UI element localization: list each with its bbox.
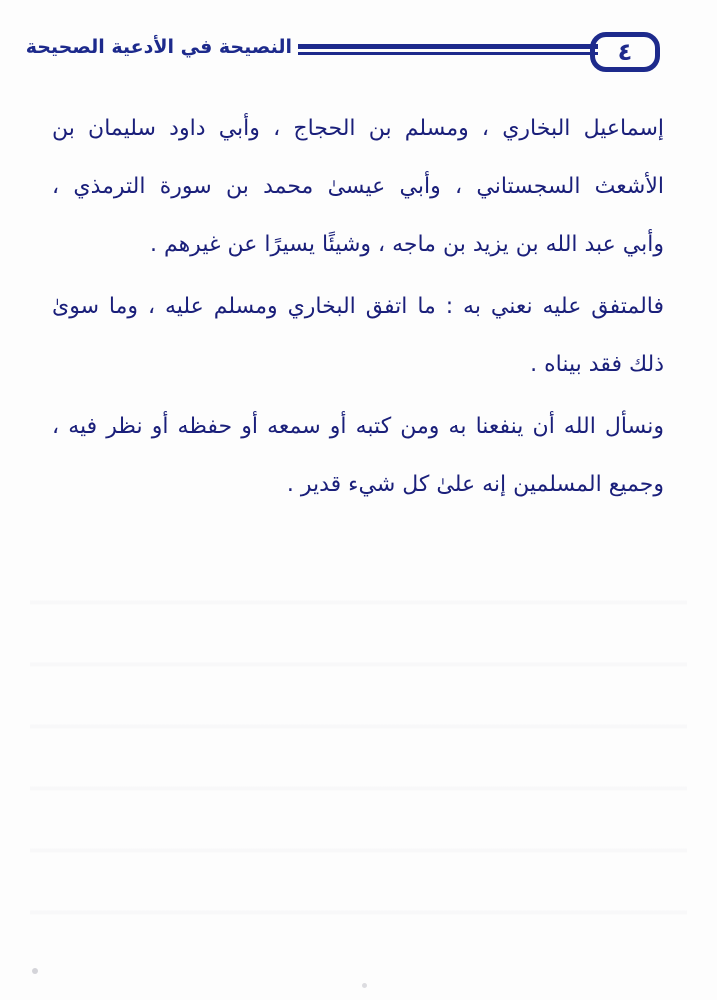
text-line: فالمتفق عليه نعني به : ما اتفق البخاري ومسلم عليه ، وما سوىٰ <box>52 294 664 319</box>
header-rule <box>298 44 598 56</box>
text-line: ونسأل الله أن ينفعنا به ومن كتبه أو سمعه أو حفظه أو نظر فيه ، <box>52 414 664 439</box>
bleed-through-texture <box>30 560 687 960</box>
text-line: إسماعيل البخاري ، ومسلم بن الحجاج ، وأبي داود سليمان بن <box>52 116 664 141</box>
text-line: الأشعث السجستاني ، وأبي عيسىٰ محمد بن سورة الترمذي ، <box>52 174 664 199</box>
text-line: وأبي عبد الله بن يزيد بن ماجه ، وشيئًا يسيرًا عن غيرهم . <box>149 232 664 257</box>
page-number-box <box>590 32 660 72</box>
text-line: ذلك فقد بيناه . <box>530 352 664 377</box>
scan-speck <box>362 983 367 988</box>
body-text <box>52 100 664 514</box>
page-header <box>25 28 660 84</box>
paragraph <box>52 398 664 514</box>
header-rule-thick <box>298 44 598 49</box>
paragraph <box>52 278 664 394</box>
paragraph <box>52 100 664 274</box>
running-title: النصيحة في الأدعية الصحيحة <box>25 36 292 58</box>
text-line: وجميع المسلمين إنه علىٰ كل شيء قدير . <box>286 472 664 497</box>
page-number: ٤ <box>617 38 633 66</box>
header-rule-thin <box>298 52 598 55</box>
scan-speck <box>32 968 38 974</box>
